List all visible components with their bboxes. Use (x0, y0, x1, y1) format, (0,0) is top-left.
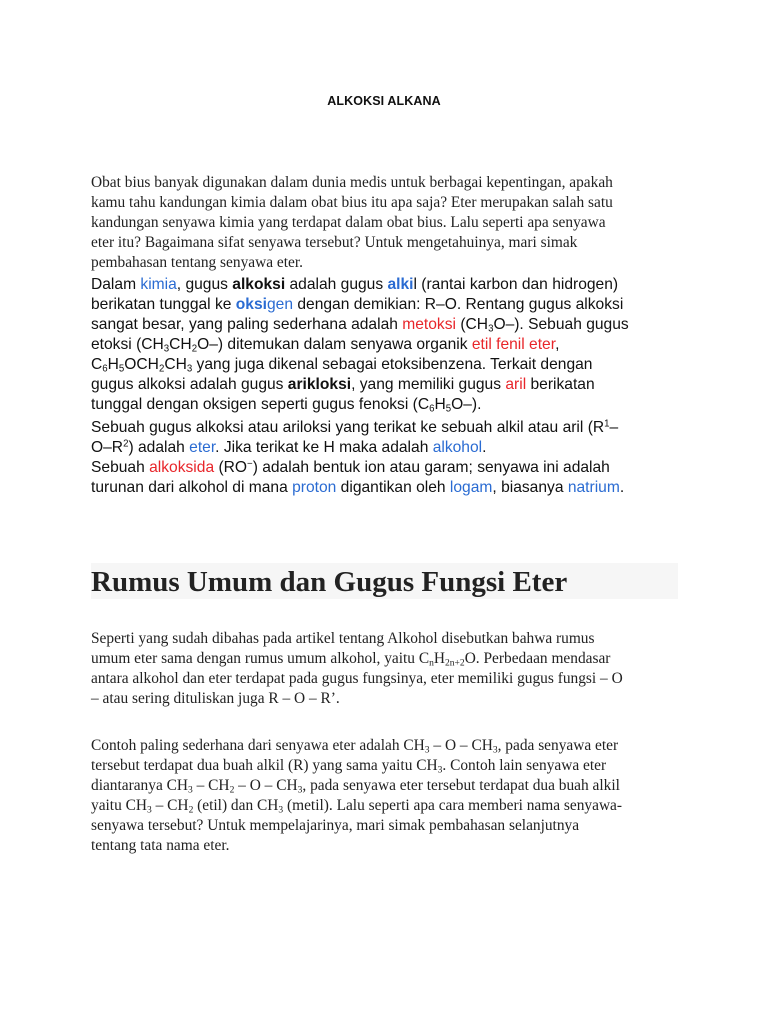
definition-line: tunggal dengan oksigen seperti gugus fenoksi $(C_6H_5O-)$. (91, 396, 482, 415)
intro-line: kamu tahu kandungan kimia dalam obat bius itu apa saja? Eter merupakan salah satu (91, 194, 613, 211)
definition-line: $C_6H_5OCH_2CH_3$ yang juga dikenal sebagai etoksibenzena. Terkait dengan (91, 356, 593, 375)
link-aril[interactable]: aril (505, 376, 527, 393)
aryloxy-line: Sebuah gugus alkoksi atau ariloksi yang terikat ke sebuah alkil atau aril ($R^1-$ (91, 418, 619, 436)
formula-line: Seperti yang sudah dibahas pada artikel tentang Alkohol disebutkan bahwa rumus (91, 630, 595, 647)
example-paragraph (91, 736, 691, 856)
document-title: ALKOKSI ALKANA (327, 94, 441, 108)
section-heading: Rumus Umum dan Gugus Fungsi Eter (91, 566, 568, 598)
definition-paragraph (91, 275, 681, 415)
intro-line: Obat bius banyak digunakan dalam dunia medis untuk berbagai kepentingan, apakah (91, 174, 613, 191)
intro-line: eter itu? Bagaimana sifat senyawa tersebut? Untuk mengetahuinya, mari simak (91, 234, 578, 251)
definition-line: Dalam kimia, gugus alkoksi adalah gugus alkil (rantai karbon dan hidrogen) (91, 276, 619, 293)
link-oksigen[interactable]: gen (266, 296, 294, 313)
link-logam[interactable]: logam (449, 479, 493, 496)
formula-paragraph (91, 629, 691, 709)
link-alkoksida[interactable]: alkoksida (149, 459, 215, 476)
definition-line: etoksi $(CH_3CH_2O-)$ ditemukan dalam senyawa organik etil fenil eter, (91, 336, 560, 355)
intro-line: kandungan senyawa kimia yang terdapat dalam obat bius. Lalu seperti apa senyawa (91, 214, 606, 231)
example-line: yaitu $CH_3 - CH_2$ (etil) dan $CH_3$ (metil). Lalu seperti apa cara memberi nama senyawa- (91, 797, 623, 816)
link-alkil[interactable]: alki (387, 276, 414, 293)
aryloxy-line: Sebuah alkoksida (RO−) adalah bentuk ion atau garam; senyawa ini adalah (91, 458, 610, 476)
example-line: diantaranya $CH_3 - CH_2$ – O – $CH_3$, pada senyawa eter tersebut terdapat dua buah alkil (91, 777, 620, 796)
link-metoksi[interactable]: metoksi (402, 316, 456, 333)
formula-line: – atau sering dituliskan juga R – O – R’. (91, 690, 340, 707)
link-kimia[interactable]: kimia (140, 276, 177, 293)
link-natrium[interactable]: natrium (567, 479, 620, 496)
formula-line: antara alkohol dan eter terdapat pada gugus fungsinya, eter memiliki gugus fungsi – O (91, 670, 623, 687)
example-line: tersebut terdapat dua buah alkil (R) yang sama yaitu $CH_3$. Contoh lain senyawa eter (91, 757, 607, 776)
link-eter[interactable]: eter (189, 439, 216, 456)
example-line: senyawa tersebut? Untuk mempelajarinya, mari simak pembahasan selanjutnya (91, 817, 580, 834)
formula-line: umum eter sama dengan rumus umum alkohol, yaitu $C_nH_{2n+2}O$. Perbedaan mendasar (91, 650, 611, 669)
definition-line: sangat besar, yang paling sederhana adalah metoksi $(CH_3O-)$. Sebuah gugus (91, 316, 629, 335)
link-proton[interactable]: proton (292, 479, 337, 496)
aryloxy-line: turunan dari alkohol di mana proton digantikan oleh logam, biasanya natrium. (91, 479, 625, 496)
definition-line: berikatan tunggal ke oksigen dengan demikian: R–O. Rentang gugus alkoksi (91, 296, 624, 313)
aryloxy-line: $O-R^2$) adalah eter. Jika terikat ke H maka adalah alkohol. (91, 438, 487, 456)
aryloxy-paragraph (91, 418, 681, 498)
link-oksigen-bold[interactable]: oksi (235, 296, 267, 313)
example-line: tentang tata nama eter. (91, 837, 230, 854)
link-etil-fenil-eter[interactable]: etil fenil eter (471, 336, 556, 353)
link-alkohol[interactable]: alkohol (432, 439, 483, 456)
definition-line: gugus alkoksi adalah gugus arikloksi, yang memiliki gugus aril berikatan (91, 376, 595, 393)
intro-line: pembahasan tentang senyawa eter. (91, 254, 303, 271)
term-alkoksi: alkoksi (232, 276, 286, 293)
term-arikloksi: arikloksi (287, 376, 352, 393)
intro-paragraph (91, 173, 691, 273)
example-line: Contoh paling sederhana dari senyawa eter adalah $CH_3$ – O – $CH_3$, pada senyawa eter (91, 737, 619, 756)
